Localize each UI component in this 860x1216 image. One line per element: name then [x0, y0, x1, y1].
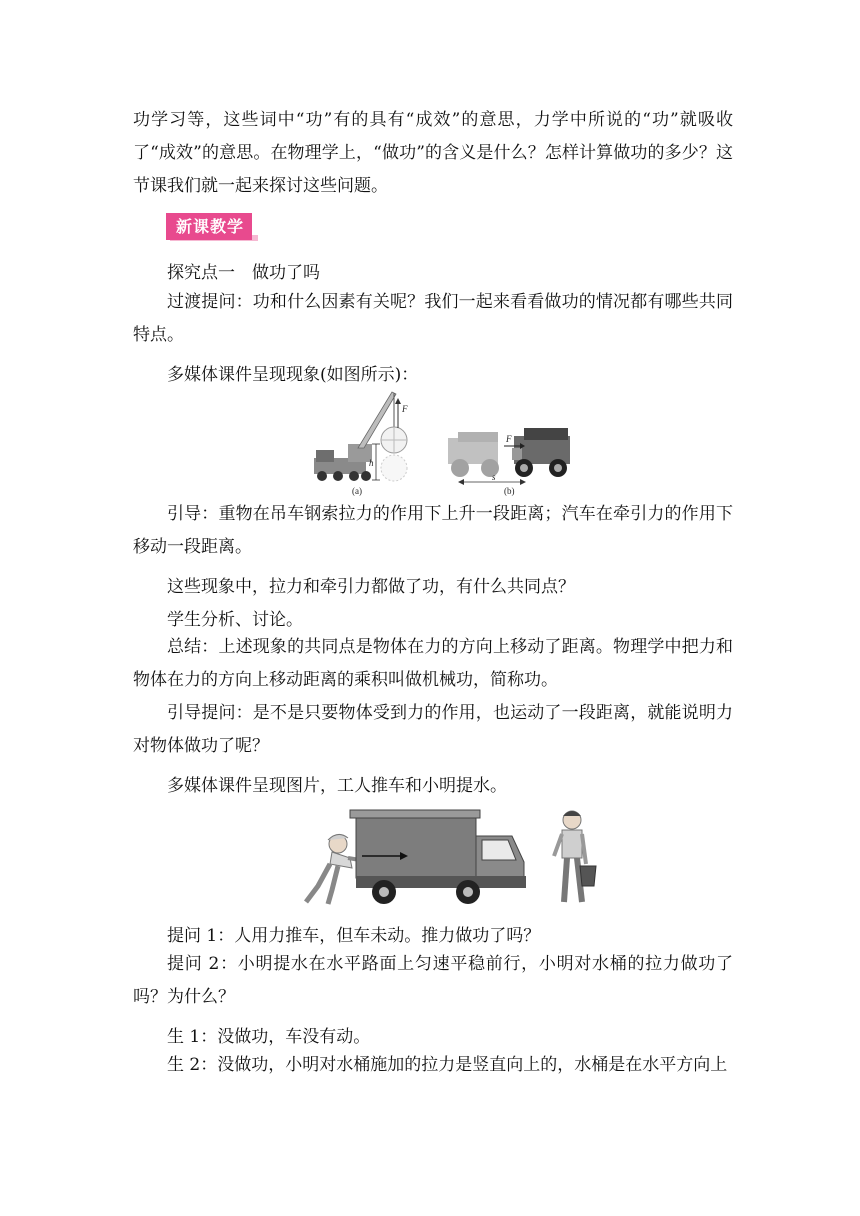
- question-paragraph: 这些现象中，拉力和牵引力都做了功，有什么共同点？: [167, 577, 575, 597]
- label-h: h: [369, 458, 374, 468]
- section-badge: 新课教学: [166, 213, 252, 240]
- label-s: s: [492, 472, 496, 482]
- media-paragraph-1: 多媒体课件呈现现象(如图所示)：: [167, 365, 419, 385]
- caption-b: (b): [504, 486, 515, 496]
- intro-paragraph: 功学习等，这些词中“功”有的具有“成效”的意思，力学中所说的“功”就吸收了“成效”的意思。在物理学上，“做功”的含义是什么？怎样计算做功的多少？这节课我们就一起来探讨这些问题。: [133, 110, 733, 196]
- s1-paragraph: 生 1：没做功，车没有动。: [167, 1027, 371, 1047]
- boy-bucket-illustration: [554, 811, 596, 902]
- guide2-paragraph: 引导提问：是不是只要物体受到力的作用，也运动了一段距离，就能说明力对物体做功了呢？: [133, 703, 733, 756]
- caption-a: (a): [352, 486, 362, 496]
- students-paragraph: 学生分析、讨论。: [167, 610, 303, 630]
- dump-truck-illustration: [350, 810, 526, 904]
- crane-illustration: [314, 392, 407, 481]
- worker-pushing-illustration: [306, 834, 360, 904]
- section-heading: 探究点一 做功了吗: [167, 263, 320, 283]
- figure-crane-truck: [308, 388, 578, 500]
- label-F-crane: F: [402, 404, 408, 414]
- label-F-truck: F: [506, 434, 512, 444]
- figure-push-carry: [292, 806, 608, 912]
- q1-paragraph: 提问 1：人用力推车，但车未动。推力做功了吗？: [167, 926, 541, 946]
- media-paragraph-2: 多媒体课件呈现图片，工人推车和小明提水。: [167, 776, 507, 796]
- s2-paragraph: 生 2：没做功，小明对水桶施加的拉力是竖直向上的，水桶是在水平方向上: [167, 1055, 728, 1075]
- summary-paragraph: 总结：上述现象的共同点是物体在力的方向上移动了距离。物理学中把力和物体在力的方向上移动距离的乘积叫做机械功，简称功。: [133, 637, 733, 690]
- q2-paragraph: 提问 2：小明提水在水平路面上匀速平稳前行，小明对水桶的拉力做功了吗？为什么？: [133, 954, 733, 1007]
- transition-paragraph: 过渡提问：功和什么因素有关呢？我们一起来看看做功的情况都有哪些共同特点。: [133, 292, 733, 345]
- guide-paragraph: 引导：重物在吊车钢索拉力的作用下上升一段距离；汽车在牵引力的作用下移动一段距离。: [133, 504, 733, 557]
